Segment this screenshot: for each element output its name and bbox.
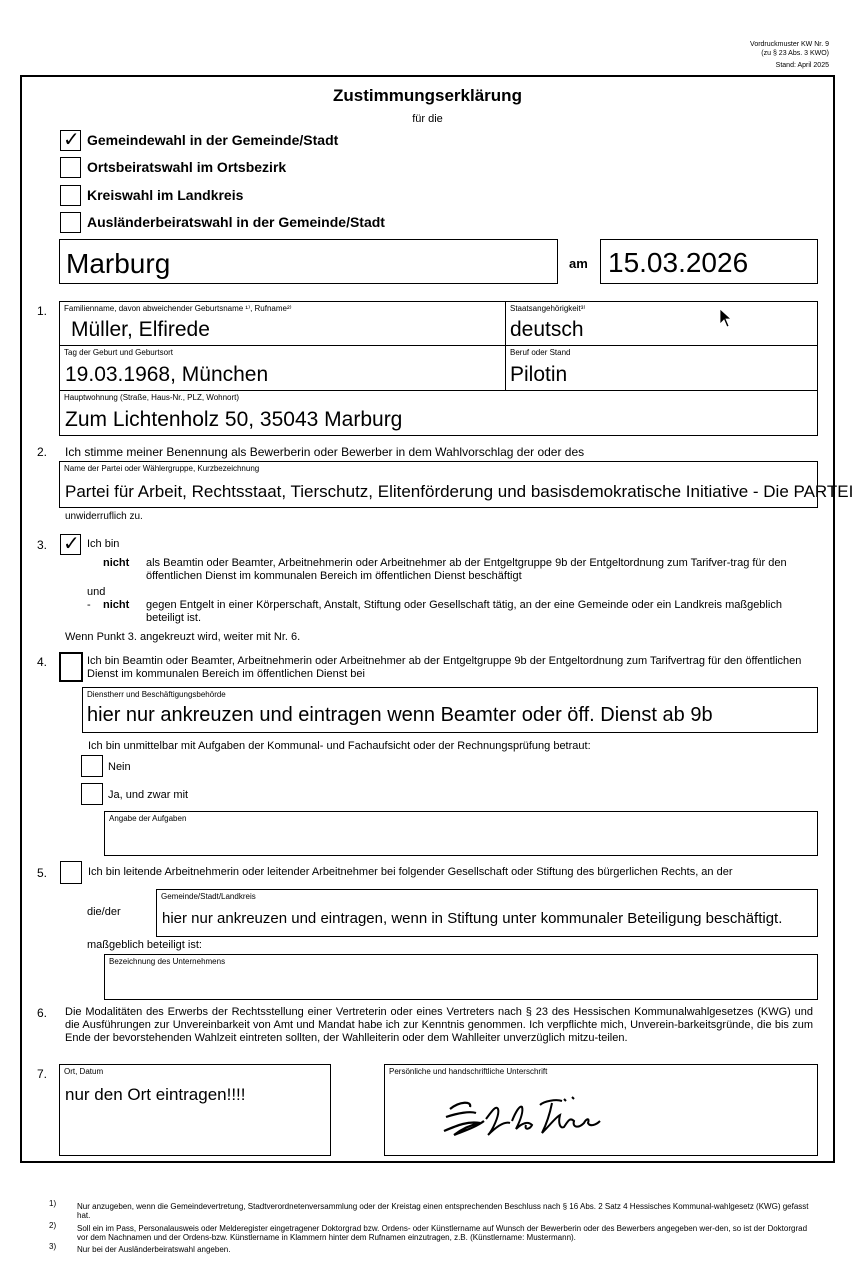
nationality-value: deutsch bbox=[510, 318, 584, 341]
option-label: Kreiswahl im Landkreis bbox=[87, 187, 244, 203]
place-date-label: Ort, Datum bbox=[64, 1067, 104, 1076]
form-number: Vordruckmuster KW Nr. 9 bbox=[750, 41, 829, 48]
form-paragraph: (zu § 23 Abs. 3 KWO) bbox=[761, 50, 829, 57]
section-6-text: Die Modalitäten des Erwerbs der Rechtsstellung einer Vertreterin oder eines Vertreters nach § 23 des Hessischen Kommunalwahlgesetzes (KWG) und die Ausführungen zur Unvereinbarkeit von Amt und Mandat habe ich zur Kenntnis genommen. Ich verpflichte mich, Unverein-barkeitsgründe, die bis zum Ende der bevorstehenden Wahlzeit eintreten sollten, der Wahlleiterin oder dem Wahlleiter unverzüglich mitzu-teilen. bbox=[65, 1006, 813, 1044]
section-7-number: 7. bbox=[37, 1067, 48, 1081]
footnote-text: Nur anzugeben, wenn die Gemeindevertretung, Stadtverordnetenversammlung oder der Kreistag einen entsprechenden Beschluss nach § 16 Abs. 2 Satz 4 Hessisches Kommunal-wahlgesetz (KWG) gefasst hat. bbox=[77, 1202, 809, 1220]
party-value: Partei für Arbeit, Rechtsstaat, Tierschutz, Elitenförderung und basisdemokratische Initiative - Die PARTEI bbox=[65, 482, 853, 501]
section-3-text-2: gegen Entgelt in einer Körperschaft, Anstalt, Stiftung oder Gesellschaft tätig, an der eine Gemeinde oder ein Landkreis maßgeblich beteiligt ist. bbox=[146, 599, 782, 624]
option-label: Gemeindewahl in der Gemeinde/Stadt bbox=[87, 132, 339, 148]
date-value: 15.03.2026 bbox=[608, 247, 749, 278]
section-4-text: Ich bin Beamtin oder Beamter, Arbeitnehmerin oder Arbeitnehmer ab der Entgeltgruppe 9b der Entgeltordnung zum Tarifvertrag für den öffentlichen Dienst im kommunalen Bereich im öffentlichen Dienst bei bbox=[87, 655, 802, 680]
checkbox-ja[interactable] bbox=[81, 783, 103, 805]
section-6-number: 6. bbox=[37, 1006, 48, 1020]
checkbox-kreiswahl[interactable] bbox=[60, 185, 81, 206]
check-mark-icon: ✓ bbox=[63, 129, 80, 151]
section-1-number: 1. bbox=[37, 304, 48, 318]
footnote-mark: 1) bbox=[49, 1199, 57, 1208]
place-date-value: nur den Ort eintragen!!!! bbox=[65, 1085, 246, 1104]
section-3-note: Wenn Punkt 3. angekreuzt wird, weiter mit Nr. 6. bbox=[65, 631, 301, 643]
section-3-text-1: als Beamtin oder Beamter, Arbeitnehmerin oder Arbeitnehmer ab der Entgeltgruppe 9b der Entgeltordnung zum Tarifver-trag für den öffentlichen Dienst im kommunalen Bereich im öffentlichen Dienst beschäftigt bbox=[146, 557, 787, 582]
tasks-label: Angabe der Aufgaben bbox=[109, 814, 187, 823]
employer-field[interactable] bbox=[82, 687, 818, 733]
address-value: Zum Lichtenholz 50, 35043 Marburg bbox=[65, 408, 403, 431]
party-label: Name der Partei oder Wählergruppe, Kurzbezeichnung bbox=[64, 464, 260, 473]
checkbox-section-3[interactable] bbox=[60, 534, 81, 555]
place-field[interactable] bbox=[59, 239, 558, 284]
nicht-2: nicht bbox=[103, 599, 130, 611]
option-label: Ortsbeiratswahl im Ortsbezirk bbox=[87, 159, 287, 175]
section-2-text: Ich stimme meiner Benennung als Bewerberin oder Bewerber in dem Wahlvorschlag der oder des bbox=[65, 445, 585, 459]
signature-field[interactable] bbox=[384, 1064, 818, 1156]
footnote-mark: 3) bbox=[49, 1242, 57, 1251]
job-label: Beruf oder Stand bbox=[510, 348, 571, 357]
party-field[interactable] bbox=[59, 461, 853, 508]
address-field[interactable] bbox=[59, 390, 818, 436]
form-version: Stand: April 2025 bbox=[775, 62, 829, 69]
und-label: und bbox=[87, 586, 106, 598]
nein-label: Nein bbox=[108, 761, 131, 773]
supervision-text: Ich bin unmittelbar mit Aufgaben der Kommunal- und Fachaufsicht oder der Rechnungsprüfung betraut: bbox=[88, 740, 591, 752]
checkbox-gemeindewahl[interactable] bbox=[60, 130, 81, 151]
birth-field[interactable] bbox=[59, 345, 506, 391]
municipality-value: hier nur ankreuzen und eintragen, wenn in Stiftung unter kommunaler Beteiligung beschäftigt. bbox=[162, 910, 783, 927]
name-label: Familienname, davon abweichender Geburtsname ¹⁾, Rufname²⁾ bbox=[64, 304, 292, 313]
signature-label: Persönliche und handschriftliche Unterschrift bbox=[389, 1067, 548, 1076]
section-2-suffix: unwiderruflich zu. bbox=[65, 511, 143, 522]
name-value: Müller, Elfirede bbox=[71, 318, 210, 341]
die-der-label: die/der bbox=[87, 906, 121, 918]
section-3-number: 3. bbox=[37, 538, 48, 552]
job-value: Pilotin bbox=[510, 363, 568, 386]
beteiligt-label: maßgeblich beteiligt ist: bbox=[87, 939, 202, 951]
company-label: Bezeichnung des Unternehmens bbox=[109, 957, 226, 966]
form-subtitle: für die bbox=[412, 113, 443, 125]
section-5-number: 5. bbox=[37, 866, 48, 880]
tasks-field[interactable] bbox=[104, 811, 818, 856]
checkbox-section-5[interactable] bbox=[60, 861, 82, 884]
dash-label: - bbox=[87, 599, 91, 611]
company-field[interactable] bbox=[104, 954, 818, 1000]
place-value: Marburg bbox=[66, 248, 171, 279]
checkbox-ortsbeiratswahl[interactable] bbox=[60, 157, 81, 178]
footnote-mark: 2) bbox=[49, 1221, 57, 1230]
birth-value: 19.03.1968, München bbox=[65, 363, 269, 386]
checkbox-section-4[interactable] bbox=[59, 652, 83, 682]
address-label: Hauptwohnung (Straße, Haus-Nr., PLZ, Wohnort) bbox=[64, 393, 240, 402]
option-label: Ausländerbeiratswahl in der Gemeinde/Stadt bbox=[87, 214, 385, 230]
date-field[interactable] bbox=[600, 239, 818, 284]
name-field[interactable] bbox=[59, 301, 506, 346]
handwritten-signature bbox=[440, 1091, 610, 1141]
employer-value: hier nur ankreuzen und eintragen wenn Beamter oder öff. Dienst ab 9b bbox=[87, 704, 713, 726]
form-reference bbox=[629, 40, 829, 70]
section-5-text: Ich bin leitende Arbeitnehmerin oder leitender Arbeitnehmer bei folgender Gesellschaft oder Stiftung des bürgerlichen Rechts, an der bbox=[88, 866, 733, 878]
checkbox-auslaenderbeiratswahl[interactable] bbox=[60, 212, 81, 233]
section-2-number: 2. bbox=[37, 445, 48, 459]
mouse-cursor-icon bbox=[719, 308, 733, 328]
nationality-label: Staatsangehörigkeit³⁾ bbox=[510, 304, 586, 313]
job-field[interactable] bbox=[505, 345, 818, 391]
municipality-label: Gemeinde/Stadt/Landkreis bbox=[161, 892, 256, 901]
ja-label: Ja, und zwar mit bbox=[108, 789, 189, 801]
section-4-number: 4. bbox=[37, 655, 48, 669]
place-date-field[interactable] bbox=[59, 1064, 331, 1156]
municipality-field[interactable] bbox=[156, 889, 818, 937]
footnote-text: Soll ein im Pass, Personalausweis oder Melderegister eingetragener Doktorgrad bzw. Ordens- oder Künstlername auf Wunsch der Bewerberin oder des Bewerbers angegeben wer-den, so ist der Doktorgrad vor dem Nachnamen und der Ordens-bzw. Künstlername in Klammern hinter dem Rufnamen einzutragen, z.B. (Künstlername: Mustermann). bbox=[77, 1224, 808, 1242]
birth-label: Tag der Geburt und Geburtsort bbox=[64, 348, 173, 357]
check-mark-icon: ✓ bbox=[63, 533, 80, 555]
form-title: Zustimmungserklärung bbox=[333, 86, 522, 105]
am-label: am bbox=[569, 256, 588, 271]
ich-bin-label: Ich bin bbox=[87, 538, 120, 550]
nationality-field[interactable] bbox=[505, 301, 818, 346]
footnote-text: Nur bei der Ausländerbeiratswahl angeben. bbox=[77, 1245, 231, 1254]
checkbox-nein[interactable] bbox=[81, 755, 103, 777]
nicht-1: nicht bbox=[103, 557, 130, 569]
employer-label: Dienstherr und Beschäftigungsbehörde bbox=[87, 690, 226, 699]
